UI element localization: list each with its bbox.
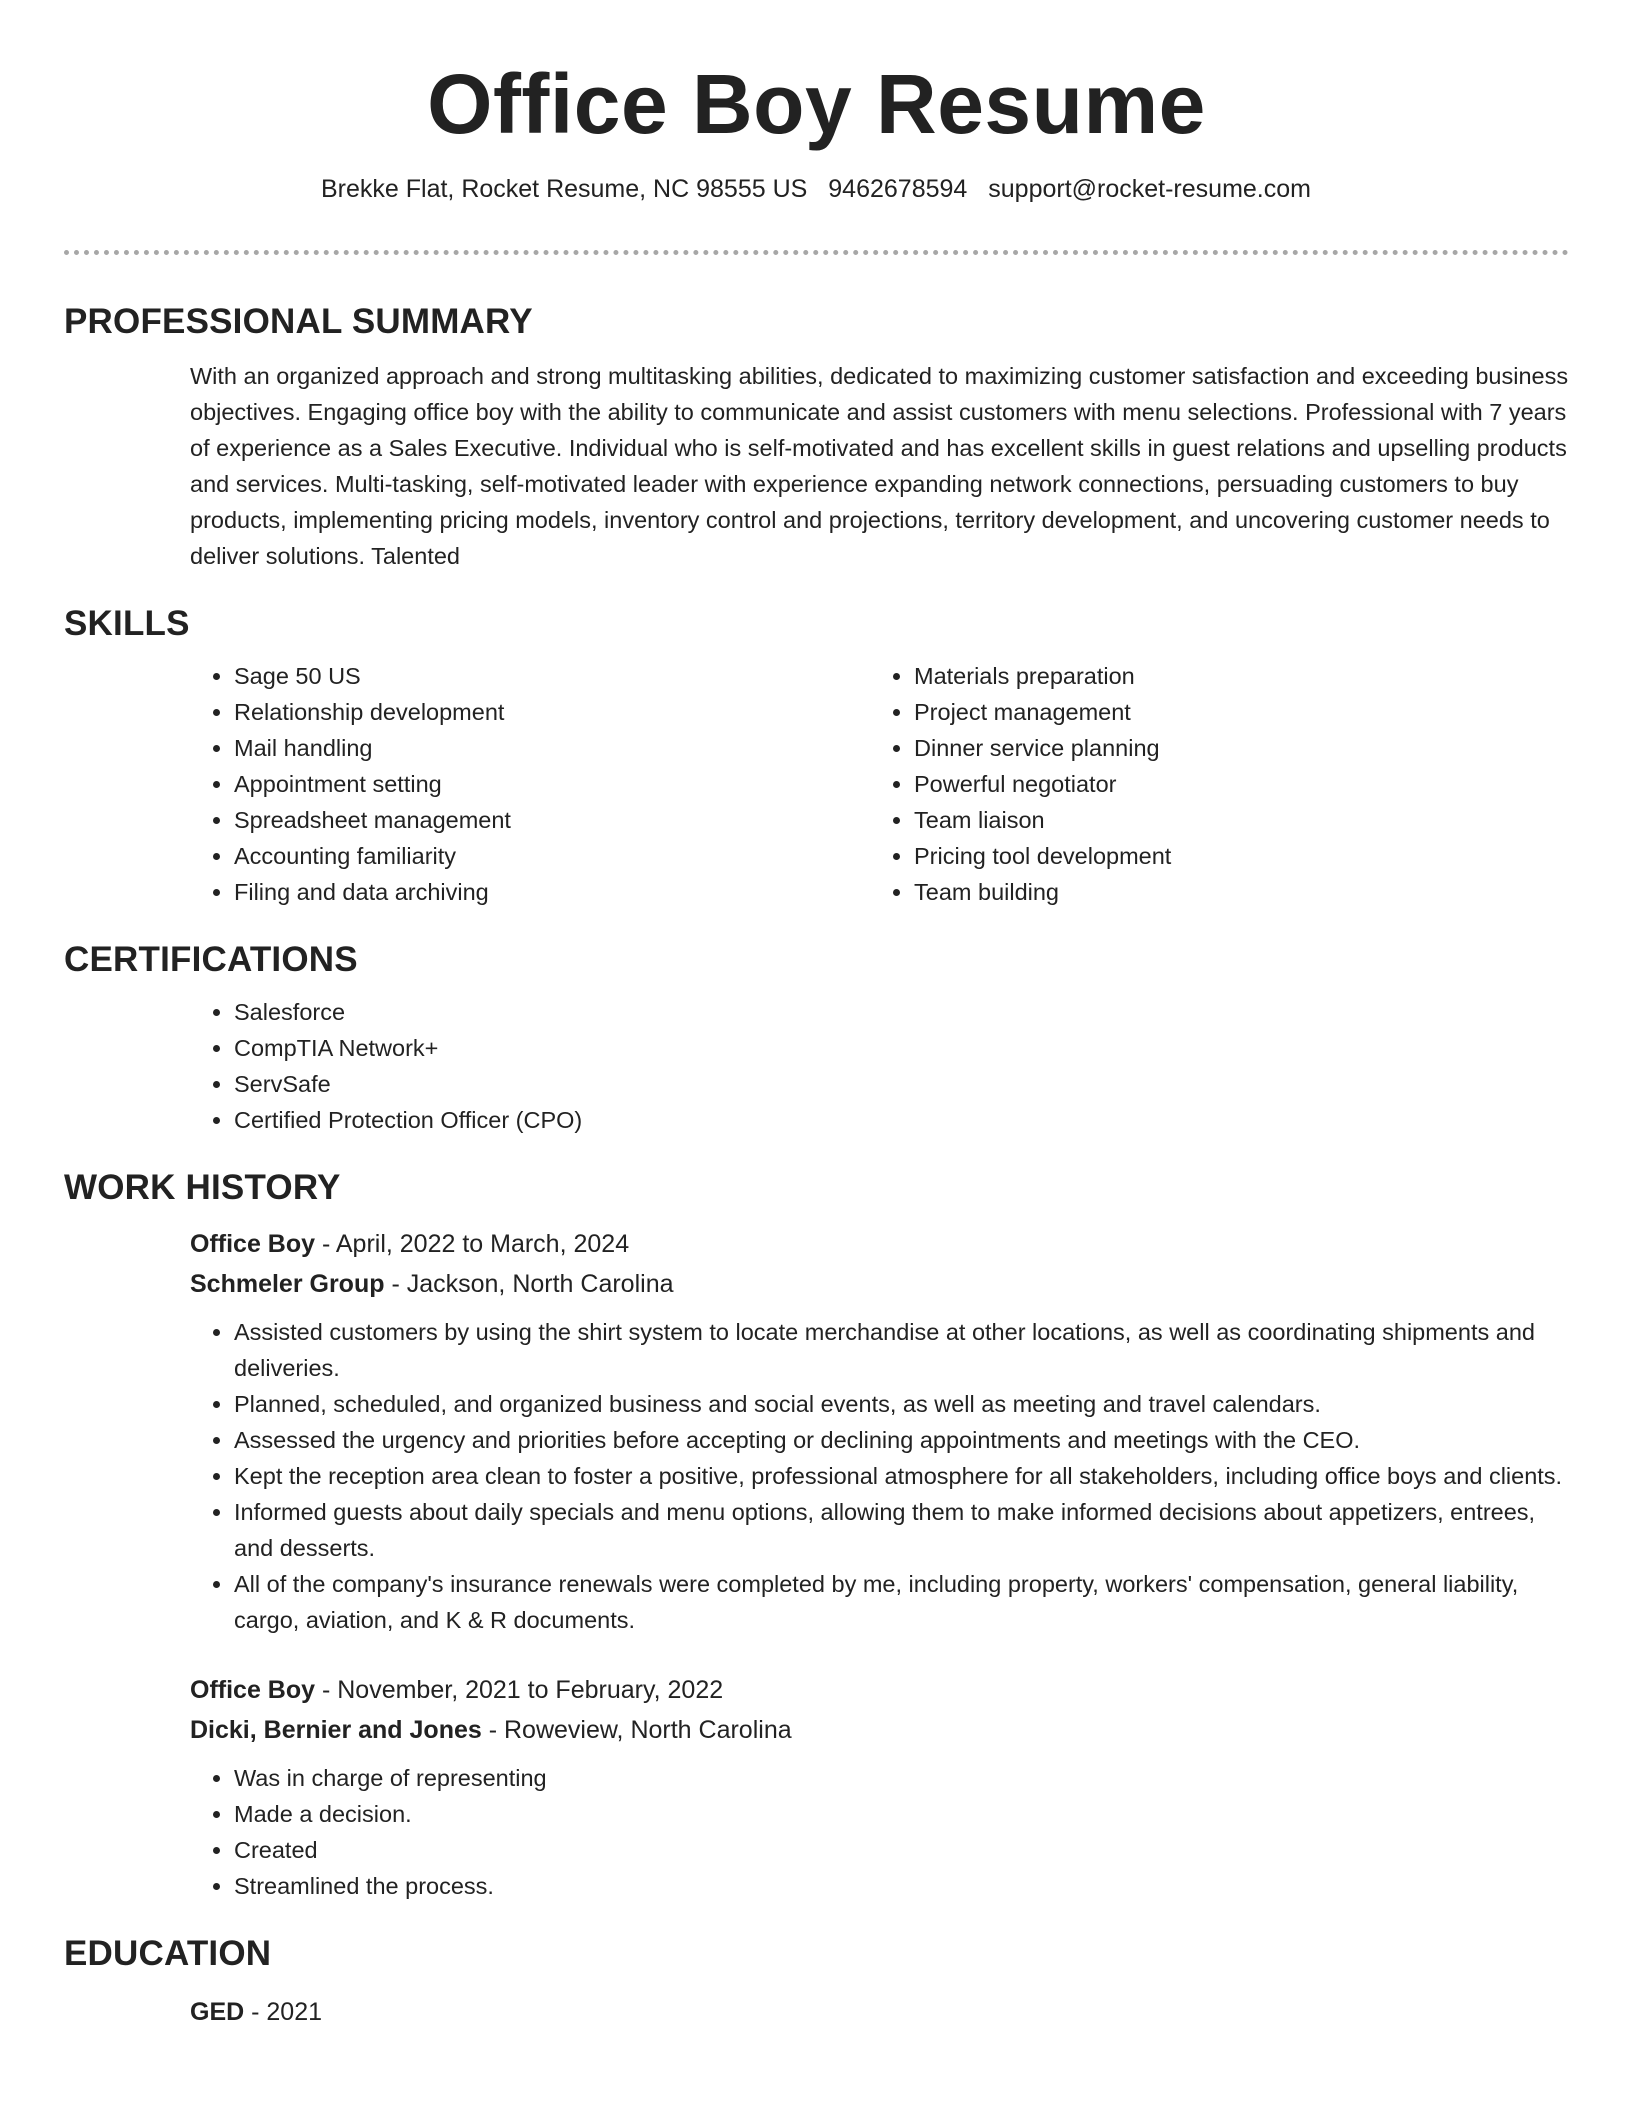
job-bullet: • Informed guests about daily specials and menu options, allowing them to make informed decisions about appetizers, entrees, and desserts. (234, 1494, 1569, 1566)
certifications-list (190, 994, 1569, 1138)
job-dates: - November, 2021 to February, 2022 (315, 1676, 724, 1704)
skills-list-left (190, 658, 870, 910)
work-history-heading: WORK HISTORY (64, 1168, 341, 1207)
job-bullet: • Made a decision. (234, 1796, 1569, 1832)
contact-email: support@rocket-resume.com (988, 175, 1311, 203)
job-location: - Roweview, North Carolina (481, 1716, 792, 1744)
skill-item: • Relationship development (234, 694, 870, 730)
skill-item: • Pricing tool development (914, 838, 1171, 874)
skill-item: • Mail handling (234, 730, 870, 766)
certification-item: • CompTIA Network+ (234, 1030, 1569, 1066)
job-bullet: • Streamlined the process. (234, 1868, 1569, 1904)
certifications-heading: CERTIFICATIONS (64, 940, 358, 979)
job-title-line (190, 1670, 1569, 1710)
skill-item: • Accounting familiarity (234, 838, 870, 874)
contact-line (0, 172, 1632, 206)
resume-title: Office Boy Resume (427, 57, 1206, 151)
job-company: Dicki, Bernier and Jones (190, 1716, 482, 1744)
contact-address: Brekke Flat, Rocket Resume, NC 98555 US (321, 175, 808, 203)
skills-heading: SKILLS (64, 604, 190, 643)
education-year: - 2021 (244, 1998, 323, 2026)
job-bullet: • All of the company's insurance renewals were completed by me, including property, workers' compensation, general liability, cargo, aviation, and K & R documents. (234, 1566, 1569, 1638)
skill-item: • Team building (914, 874, 1171, 910)
certification-item: • Certified Protection Officer (CPO) (234, 1102, 1569, 1138)
summary-section (64, 296, 1569, 574)
job-company: Schmeler Group (190, 1270, 385, 1298)
job-dates: - April, 2022 to March, 2024 (315, 1230, 630, 1258)
contact-phone: 9462678594 (828, 175, 968, 203)
work-history-section (64, 1162, 1569, 1904)
certification-item: • ServSafe (234, 1066, 1569, 1102)
skill-item: • Powerful negotiator (914, 766, 1171, 802)
job-company-line (190, 1710, 1569, 1750)
resume-content (64, 296, 1569, 2056)
job-entry (190, 1224, 1569, 1638)
skill-item: • Materials preparation (914, 658, 1171, 694)
summary-heading: PROFESSIONAL SUMMARY (64, 302, 533, 341)
skill-item: • Filing and data archiving (234, 874, 870, 910)
job-bullets (190, 1314, 1569, 1638)
job-bullet: • Was in charge of representing (234, 1760, 1569, 1796)
education-section (64, 1928, 1569, 2032)
header-divider (64, 250, 1569, 255)
certifications-section (64, 934, 1569, 1138)
skill-item: • Appointment setting (234, 766, 870, 802)
job-bullet: • Created (234, 1832, 1569, 1868)
job-bullet: • Assisted customers by using the shirt system to locate merchandise at other locations, as well as coordinating shipments and deliveries. (234, 1314, 1569, 1386)
skill-item: • Sage 50 US (234, 658, 870, 694)
skill-item: • Dinner service planning (914, 730, 1171, 766)
skills-list-right (870, 658, 1171, 910)
job-title-line (190, 1224, 1569, 1264)
job-bullet: • Assessed the urgency and priorities before accepting or declining appointments and meetings with the CEO. (234, 1422, 1569, 1458)
education-heading: EDUCATION (64, 1934, 272, 1973)
job-role: Office Boy (190, 1230, 316, 1258)
job-bullet: • Kept the reception area clean to foster a positive, professional atmosphere for all stakeholders, including office boys and clients. (234, 1458, 1569, 1494)
summary-text: With an organized approach and strong multitasking abilities, dedicated to maximizing customer satisfaction and exceeding business objectives. Engaging office boy with the ability to communicate and assist customers with menu selections. Professional with 7 years of experience as a Sales Executive. Individual who is self-motivated and has excellent skills in guest relations and upselling products and services. Multi-tasking, self-motivated leader with experience expanding network connections, persuading customers to buy products, implementing pricing models, inventory control and projections, territory development, and uncovering customer needs to deliver solutions. Talented (190, 363, 1569, 569)
skill-item: • Project management (914, 694, 1171, 730)
skills-section (64, 598, 1569, 910)
job-bullets (190, 1760, 1569, 1904)
skill-item: • Spreadsheet management (234, 802, 870, 838)
job-company-line (190, 1264, 1569, 1304)
education-entry (190, 1992, 1569, 2032)
job-bullet: • Planned, scheduled, and organized business and social events, as well as meeting and travel calendars. (234, 1386, 1569, 1422)
job-location: - Jackson, North Carolina (384, 1270, 674, 1298)
job-role: Office Boy (190, 1676, 316, 1704)
job-entry (190, 1670, 1569, 1904)
education-degree: GED (190, 1998, 245, 2026)
skill-item: • Team liaison (914, 802, 1171, 838)
certification-item: • Salesforce (234, 994, 1569, 1030)
